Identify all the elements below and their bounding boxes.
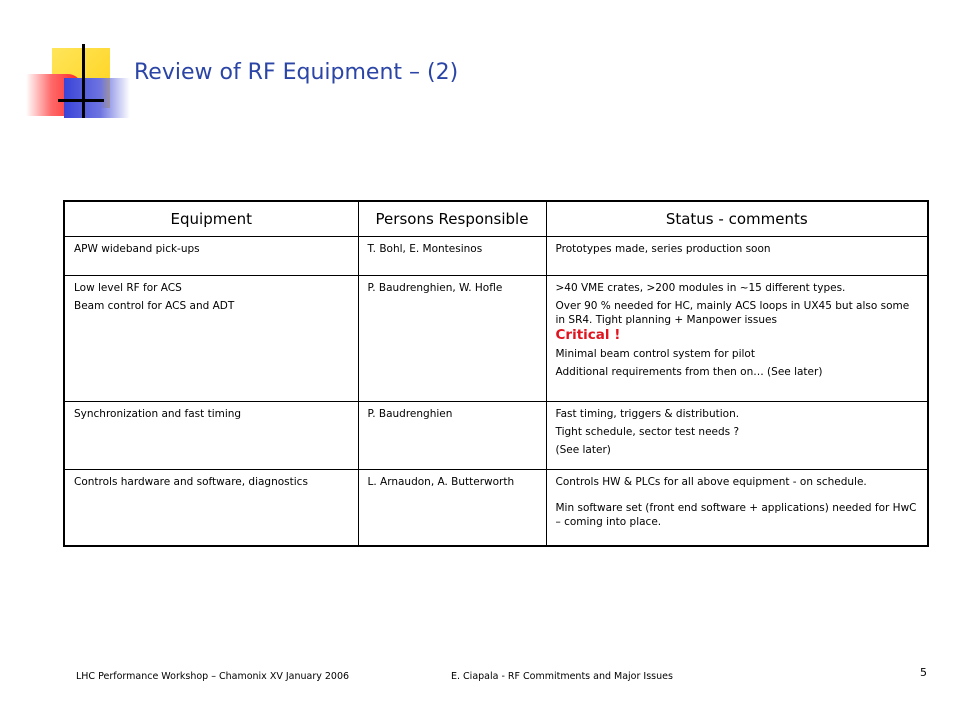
equipment-text: Beam control for ACS and ADT [74,300,235,312]
logo-blue-bar [64,78,130,118]
persons-text: T. Bohl, E. Montesinos [367,243,483,255]
critical-label: Critical ! [555,327,621,343]
equipment-cell [64,402,358,470]
slide-logo [0,0,140,130]
status-text: Controls HW & PLCs for all above equipment - on schedule. [555,476,867,488]
persons-cell [358,470,546,547]
footer-workshop-label: LHC Performance Workshop – Chamonix XV January 2006 [76,671,350,682]
status-text: >40 VME crates, >200 modules in ~15 different types. [555,282,846,294]
status-text: Fast timing, triggers & distribution. [555,408,740,420]
persons-cell [358,276,546,402]
status-text: (See later) [555,444,611,456]
header-status-comments: Status - comments [546,201,928,237]
equipment-text: Synchronization and fast timing [74,408,242,420]
logo-horizontal-line [58,99,104,102]
equipment-text: Controls hardware and software, diagnostics [74,476,308,488]
status-cell [546,470,928,547]
status-text: Min software set (front end software + applications) needed for HwC – coming into place. [555,502,917,528]
status-cell [546,276,928,402]
persons-cell [358,402,546,470]
status-text: Additional requirements from then on… (See later) [555,366,823,378]
slide-title: Review of RF Equipment – (2) [134,60,459,85]
table-header-row [64,201,928,237]
persons-text: L. Arnaudon, A. Butterworth [367,476,515,488]
persons-cell [358,237,546,276]
header-equipment: Equipment [64,201,358,237]
equipment-text: APW wideband pick-ups [74,243,200,255]
status-cell [546,237,928,276]
table-row [64,276,928,402]
page-number: 5 [920,666,927,679]
equipment-text: Low level RF for ACS [74,282,182,294]
status-cell [546,402,928,470]
table-row [64,402,928,470]
table-row [64,237,928,276]
header-persons-responsible: Persons Responsible [358,201,546,237]
equipment-cell [64,470,358,547]
persons-text: P. Baudrenghien, W. Hofle [367,282,503,294]
table-row [64,470,928,547]
spacer [556,493,919,501]
status-text: Tight schedule, sector test needs ? [555,426,740,438]
equipment-cell [64,276,358,402]
status-text: Minimal beam control system for pilot [555,348,755,360]
equipment-cell [64,237,358,276]
status-text: Over 90 % needed for HC, mainly ACS loops in UX45 but also some in SR4. Tight planning + Manpower issues [555,300,910,326]
persons-text: P. Baudrenghien [367,408,453,420]
status-text: Prototypes made, series production soon [555,243,771,255]
footer-author-label: E. Ciapala - RF Commitments and Major Issues [451,671,673,682]
logo-vertical-line [82,44,85,118]
equipment-table [63,200,929,547]
